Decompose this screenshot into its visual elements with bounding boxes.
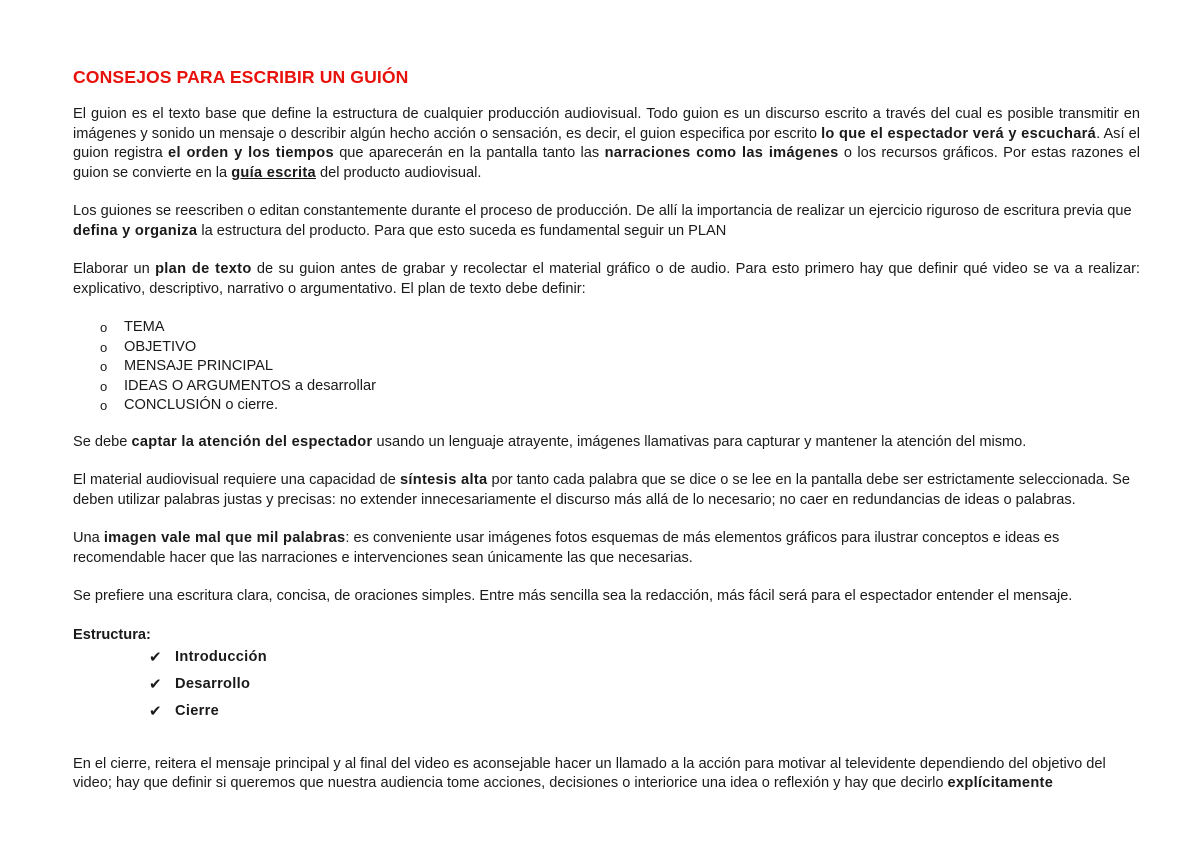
paragraph-plan: Elaborar un plan de texto de su guion antes de grabar y recolectar el material gráfico o de audio. Para esto primero hay que definir qué video se va a realizar: explicativo, descriptivo, narrativo o argumentativo. El plan de texto debe definir: <box>73 261 1140 297</box>
list-item: o TEMA <box>73 318 1140 338</box>
list-item: o IDEAS O ARGUMENTOS a desarrollar <box>73 377 1140 397</box>
list-item: ✔ Cierre <box>73 698 1140 725</box>
checkmark-icon: ✔ <box>149 701 162 720</box>
paragraph-image: Una imagen vale mal que mil palabras: es conveniente usar imágenes fotos esquemas de más elementos gráficos para ilustrar conceptos e ideas es recomendable hacer que las narraciones e intervenciones sean únicamente las que necesarias. <box>73 530 1060 566</box>
paragraph-rewrite: Los guiones se reescriben o editan constantemente durante el proceso de producción. De allí la importancia de realizar un ejercicio riguroso de escritura previa que defina y organiza la estructura del producto. Para que esto suceda es fundamental seguir un PLAN <box>73 203 1132 239</box>
paragraph-intro: El guion es el texto base que define la estructura de cualquier producción audiovisual. Todo guion es un discurso escrito a través del cual es posible transmitir en imágenes y sonido un mensaje o describir algún hecho acción o sensación, es decir, el guion especifica por escrito lo que el espectador verá y escuchará. Así el guion registra el orden y los tiempos que aparecerán en la pantalla tanto las narraciones como las imágenes o los recursos gráficos. Por estas razones el guion se convierte en la guía escrita del producto audiovisual. <box>73 106 1140 181</box>
circle-bullet-icon: o <box>100 359 108 375</box>
bold-phrase: el orden y los tiempos <box>168 145 334 161</box>
bold-phrase: defina y organiza <box>73 222 198 239</box>
bold-phrase: síntesis alta <box>399 472 488 489</box>
circle-bullet-icon: o <box>100 339 108 355</box>
bold-phrase: captar la atención del espectador <box>131 433 373 450</box>
checkmark-icon: ✔ <box>149 647 162 666</box>
circle-bullet-icon: o <box>100 398 108 414</box>
structure-list <box>73 644 1140 725</box>
circle-bullet-icon: o <box>100 320 108 335</box>
plan-list <box>73 318 1140 416</box>
paragraph-attention: Se debe captar la atención del espectador usando un lenguaje atrayente, imágenes llamativas para capturar y mantener la atención del mismo. <box>73 433 1027 450</box>
checkmark-icon: ✔ <box>149 674 162 693</box>
bold-phrase: imagen vale mal que mil palabras <box>103 530 346 547</box>
underlined-bold-phrase: guía escrita <box>231 164 316 181</box>
structure-heading: Estructura: <box>73 626 151 643</box>
list-item: o MENSAJE PRINCIPAL <box>73 357 1140 377</box>
bold-phrase: explícitamente <box>947 775 1054 792</box>
paragraph-clarity: Se prefiere una escritura clara, concisa, de oraciones simples. Entre más sencilla sea la redacción, más fácil será para el espectador entender el mensaje. <box>73 588 1073 605</box>
bold-phrase: lo que el espectador verá y escuchará <box>821 125 1097 142</box>
page-title: CONSEJOS PARA ESCRIBIR UN GUIÓN <box>73 67 409 87</box>
paragraph-closing: En el cierre, reitera el mensaje principal y al final del video es aconsejable hacer un llamado a la acción para motivar al televidente dependiendo del objetivo del video; hay que definir si queremos que nuestra audiencia tome acciones, decisiones o interiorice una idea o reflexión y hay que decirlo explícitamente <box>73 755 1106 792</box>
paragraph-synthesis: El material audiovisual requiere una capacidad de síntesis alta por tanto cada palabra que se dice o se lee en la pantalla debe ser estrictamente seleccionada. Se deben utilizar palabras justas y precisas: no extender innecesariamente el discurso más allá de lo necesario; no caer en redundancias de ideas o palabras. <box>73 472 1130 508</box>
list-item: ✔ Desarrollo <box>73 671 1140 698</box>
circle-bullet-icon: o <box>100 378 108 394</box>
list-item: o CONCLUSIÓN o cierre. <box>73 396 1140 416</box>
list-item: o OBJETIVO <box>73 338 1140 358</box>
bold-phrase: narraciones como las imágenes <box>604 145 839 161</box>
list-item: ✔ Introducción <box>73 644 1140 671</box>
bold-phrase: plan de texto <box>155 261 252 277</box>
